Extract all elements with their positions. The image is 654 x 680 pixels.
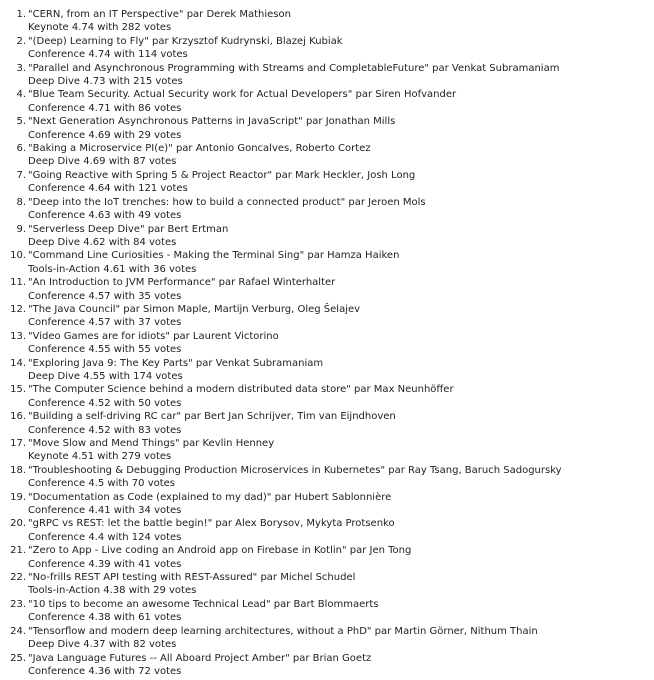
talk-score: Keynote 4.74 with 282 votes: [28, 22, 172, 34]
talk-entry: [28, 464, 654, 491]
talk-entry: [28, 142, 654, 169]
talk-entry: [28, 544, 654, 571]
rank-number: 20.: [10, 518, 26, 530]
talk-score: Conference 4.36 with 72 votes: [28, 665, 182, 677]
talk-title-speakers: "Tensorflow and modern deep learning architectures, without a PhD" par Martin Görner, Nithum Thain: [28, 625, 538, 637]
rank-number: 19.: [10, 491, 26, 503]
rank-number: 25.: [10, 652, 26, 664]
talk-title-speakers: "The Java Council" par Simon Maple, Martijn Verburg, Oleg Šelajev: [28, 303, 361, 315]
talk-score: Conference 4.41 with 34 votes: [28, 505, 182, 517]
talk-score: Conference 4.57 with 37 votes: [28, 317, 182, 329]
list-item: [0, 276, 654, 303]
talk-entry: [28, 625, 654, 652]
talk-score: Conference 4.55 with 55 votes: [28, 344, 182, 356]
rank-number: 13.: [10, 330, 26, 342]
rank-number: 5.: [16, 116, 26, 128]
talk-entry: [28, 276, 654, 303]
talk-entry: [28, 598, 654, 625]
talk-score: Conference 4.64 with 121 votes: [28, 183, 188, 195]
list-item: [0, 62, 654, 89]
list-item: [0, 544, 654, 571]
talk-score: Conference 4.39 with 41 votes: [28, 558, 182, 570]
rank-number: 21.: [10, 545, 26, 557]
rank-number: 17.: [10, 438, 26, 449]
list-item: [0, 115, 654, 142]
list-item: [0, 223, 654, 250]
talk-title-speakers: "Command Line Curiosities - Making the Terminal Sing" par Hamza Haiken: [28, 250, 400, 262]
list-item: [0, 88, 654, 115]
talk-title-speakers: "Documentation as Code (explained to my dad)" par Hubert Sablonnière: [28, 491, 392, 503]
talk-score: Deep Dive 4.55 with 174 votes: [28, 370, 183, 382]
talk-entry: [28, 88, 654, 115]
talk-score: Conference 4.52 with 50 votes: [28, 397, 182, 409]
talk-entry: [28, 196, 654, 223]
talk-score: Tools-in-Action 4.61 with 36 votes: [28, 263, 197, 275]
list-item: [0, 652, 654, 679]
list-item: [0, 517, 654, 544]
rank-number: 9.: [16, 223, 26, 235]
list-item: [0, 8, 654, 35]
talk-title-speakers: "Next Generation Asynchronous Patterns in JavaScript" par Jonathan Mills: [28, 116, 396, 128]
talk-title-speakers: "Serverless Deep Dive" par Bert Ertman: [28, 223, 229, 235]
talk-score: Deep Dive 4.37 with 82 votes: [28, 639, 177, 651]
talk-title-speakers: "CERN, from an IT Perspective" par Derek Mathieson: [28, 9, 291, 20]
talk-entry: [28, 249, 654, 276]
talk-entry: [28, 652, 654, 679]
talk-score: Conference 4.74 with 114 votes: [28, 49, 188, 61]
talk-title-speakers: "No-frills REST API testing with REST-Assured" par Michel Schudel: [28, 572, 356, 584]
rank-number: 8.: [16, 196, 26, 208]
list-item: [0, 357, 654, 384]
list-item: [0, 437, 654, 464]
talk-title-speakers: "Deep into the IoT trenches: how to build a connected product" par Jeroen Mols: [28, 196, 426, 208]
talk-score: Conference 4.69 with 29 votes: [28, 129, 182, 141]
talk-title-speakers: "Blue Team Security. Actual Security work for Actual Developers" par Siren Hofvander: [28, 89, 457, 101]
rank-number: 23.: [10, 598, 26, 610]
rank-number: 1.: [16, 9, 26, 20]
rank-number: 10.: [10, 250, 26, 262]
rank-number: 2.: [16, 35, 26, 47]
talk-entry: [28, 169, 654, 196]
rank-number: 11.: [10, 277, 26, 289]
talk-score: Conference 4.4 with 124 votes: [28, 531, 182, 543]
talk-entry: [28, 223, 654, 250]
talk-score: Conference 4.57 with 35 votes: [28, 290, 182, 302]
talk-score: Deep Dive 4.73 with 215 votes: [28, 76, 183, 88]
rank-number: 16.: [10, 411, 26, 423]
talk-entry: [28, 115, 654, 142]
list-item: [0, 464, 654, 491]
talk-title-speakers: "Troubleshooting & Debugging Production Microservices in Kubernetes" par Ray Tsang, Baruch Sadogursky: [28, 464, 562, 476]
list-item: [0, 303, 654, 330]
talk-title-speakers: "Move Slow and Mend Things" par Kevlin Henney: [28, 438, 275, 449]
list-item: [0, 410, 654, 437]
talk-score: Conference 4.52 with 83 votes: [28, 424, 182, 436]
list-item: [0, 196, 654, 223]
talk-entry: [28, 8, 654, 35]
talk-title-speakers: "Baking a Microservice PI(e)" par Antonio Goncalves, Roberto Cortez: [28, 143, 371, 155]
talk-title-speakers: "Zero to App - Live coding an Android app on Firebase in Kotlin" par Jen Tong: [28, 545, 412, 557]
talk-score: Tools-in-Action 4.38 with 29 votes: [28, 585, 197, 597]
talk-title-speakers: "Video Games are for idiots" par Laurent Victorino: [28, 330, 279, 342]
talk-entry: [28, 571, 654, 598]
talk-title-speakers: "10 tips to become an awesome Technical Lead" par Bart Blommaerts: [28, 598, 379, 610]
talk-score: Deep Dive 4.69 with 87 votes: [28, 156, 177, 168]
list-item: [0, 491, 654, 518]
list-item: [0, 142, 654, 169]
talk-title-speakers: "The Computer Science behind a modern distributed data store" par Max Neunhöffer: [28, 384, 454, 396]
talk-title-speakers: "An Introduction to JVM Performance" par Rafael Winterhalter: [28, 277, 336, 289]
list-item: [0, 330, 654, 357]
talk-entry: [28, 383, 654, 410]
talk-entry: [28, 303, 654, 330]
rank-number: 15.: [10, 384, 26, 396]
rank-number: 22.: [10, 572, 26, 584]
list-item: [0, 625, 654, 652]
talk-entry: [28, 410, 654, 437]
talk-entry: [28, 517, 654, 544]
talk-entry: [28, 437, 654, 464]
rank-number: 24.: [10, 625, 26, 637]
talk-score: Conference 4.71 with 86 votes: [28, 102, 182, 114]
talk-score: Keynote 4.51 with 279 votes: [28, 451, 172, 463]
talk-title-speakers: "(Deep) Learning to Fly" par Krzysztof Kudrynski, Blazej Kubiak: [28, 35, 343, 47]
rank-number: 14.: [10, 357, 26, 369]
rank-number: 6.: [16, 143, 26, 155]
list-item: [0, 169, 654, 196]
talk-title-speakers: "Java Language Futures -- All Aboard Project Amber" par Brian Goetz: [28, 652, 372, 664]
talk-entry: [28, 330, 654, 357]
list-item: [0, 598, 654, 625]
talk-score: Conference 4.38 with 61 votes: [28, 612, 182, 624]
talk-score: Conference 4.63 with 49 votes: [28, 210, 182, 222]
talk-title-speakers: "Parallel and Asynchronous Programming with Streams and CompletableFuture" par Venkat Subramaniam: [28, 62, 560, 74]
talk-entry: [28, 35, 654, 62]
talk-title-speakers: "Building a self-driving RC car" par Bert Jan Schrijver, Tim van Eijndhoven: [28, 411, 396, 423]
talk-title-speakers: "Exploring Java 9: The Key Parts" par Venkat Subramaniam: [28, 357, 324, 369]
talk-entry: [28, 491, 654, 518]
list-item: [0, 35, 654, 62]
rank-number: 18.: [10, 464, 26, 476]
list-item: [0, 383, 654, 410]
rank-number: 4.: [16, 89, 26, 101]
talk-entry: [28, 357, 654, 384]
talk-entry: [28, 62, 654, 89]
talk-score: Conference 4.5 with 70 votes: [28, 478, 176, 490]
rank-number: 12.: [10, 303, 26, 315]
rank-number: 3.: [16, 62, 26, 74]
talk-title-speakers: "Going Reactive with Spring 5 & Project Reactor" par Mark Heckler, Josh Long: [28, 169, 416, 181]
list-item: [0, 571, 654, 598]
talk-score: Deep Dive 4.62 with 84 votes: [28, 236, 177, 248]
talk-title-speakers: "gRPC vs REST: let the battle begin!" par Alex Borysov, Mykyta Protsenko: [28, 518, 395, 530]
rank-number: 7.: [16, 169, 26, 181]
list-item: [0, 249, 654, 276]
